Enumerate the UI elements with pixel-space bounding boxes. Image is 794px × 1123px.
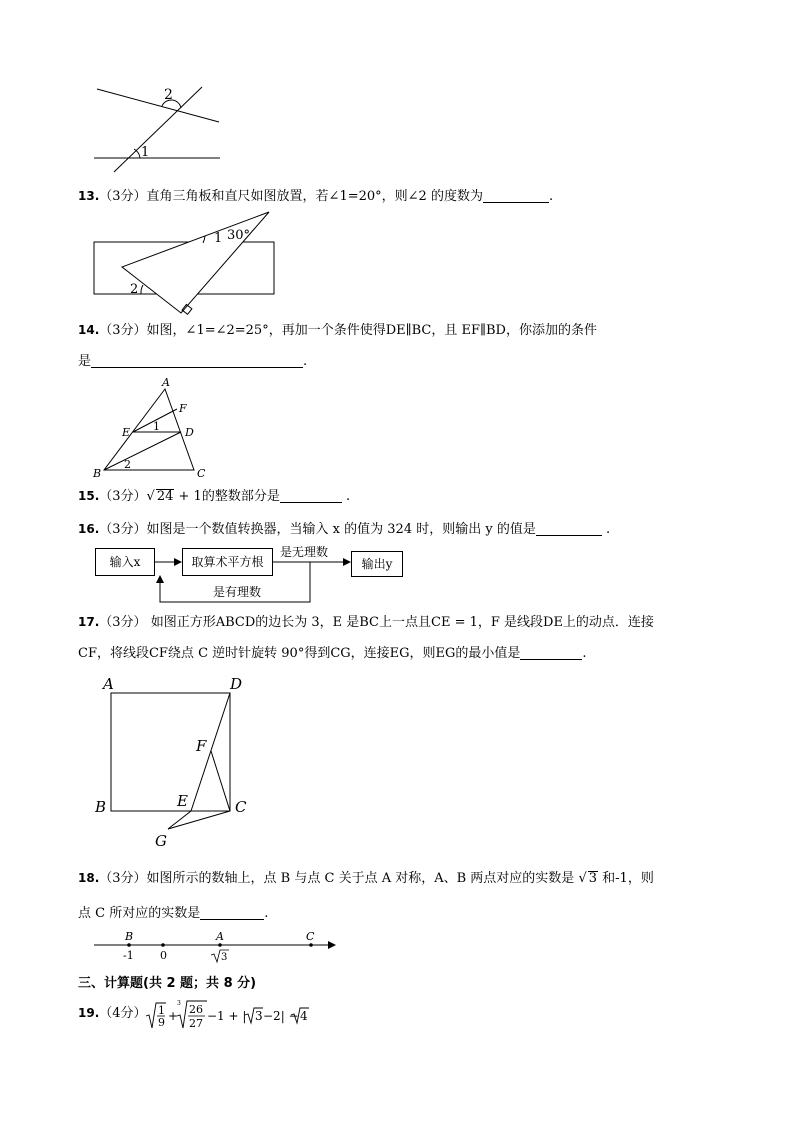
q17-label-E: E	[177, 792, 188, 810]
q14-label-B: B	[93, 467, 102, 480]
q13-number: 13.	[78, 189, 100, 203]
q19-rest2: −2| −	[263, 1009, 299, 1023]
q14-label-D: D	[185, 426, 194, 439]
q17-label-F: F	[196, 737, 207, 755]
q18-line1a: 如图所示的数轴上，点 B 与点 C 关于点 A 对称，A、B 两点对应的实数是	[146, 871, 575, 886]
q14-label-2: 2	[124, 458, 131, 471]
q16-text: 如图是一个数值转换器，当输入 x 的值为 324 时，则输出 y 的值是	[146, 522, 536, 537]
q13-score: （3分）	[99, 189, 147, 204]
q17-line1: 如图正方形ABCD的边长为 3，E 是BC上一点且CE = 1，F 是线段DE上的动点．连接	[150, 615, 654, 630]
q14-end: .	[303, 354, 308, 369]
q19-f1-den: 9	[158, 1016, 165, 1029]
q14-label-1: 1	[153, 420, 160, 433]
question-15: 15.（3分）√ 24 + 1的整数部分是 .	[78, 489, 351, 504]
q19-f1-num: 1	[158, 1004, 165, 1017]
q19-r4: 4	[300, 1009, 308, 1023]
q17-label-D: D	[230, 675, 243, 693]
q17-score: （3分）	[99, 615, 147, 630]
q19-cube-index: 3	[177, 1000, 181, 1007]
q18-line2: 点 C 所对应的实数是	[78, 906, 201, 921]
q13-label-2: 2	[130, 282, 139, 297]
q16-end: .	[605, 522, 611, 537]
q17-label-A: A	[103, 675, 114, 693]
q18-radicand: 3	[588, 871, 598, 886]
q12-label-2: 2	[164, 87, 173, 103]
q19-f2-num: 26	[189, 1003, 203, 1016]
q18-label-C: C	[306, 930, 315, 943]
q18-score: （3分）	[99, 871, 147, 886]
q18-tick-zero: 0	[160, 949, 167, 962]
q14-number: 14.	[78, 323, 100, 337]
q17-line2: CF，将线段CF绕点 C 逆时针旋转 90°得到CG，连接EG，则EG的最小值是	[78, 646, 521, 661]
q17-label-G: G	[155, 832, 167, 850]
q15-number: 15.	[78, 489, 100, 503]
q17-number: 17.	[78, 615, 100, 629]
q14-text: 如图，∠1=∠2=25°，再加一个条件使得DE∥BC，且 EF∥BD，你添加的条件	[146, 323, 597, 338]
q14-label-A: A	[162, 376, 170, 389]
q14-label-F: F	[179, 402, 187, 415]
q17-label-B: B	[95, 798, 107, 816]
q14-label-C: C	[197, 467, 206, 480]
q17-end: .	[582, 646, 587, 661]
q18-tick-sqrt3: 3	[221, 952, 228, 963]
q16-score: （3分）	[99, 522, 147, 537]
q18-number: 18.	[78, 871, 100, 885]
q13-end: .	[548, 189, 554, 204]
flow-input-box: 输入x	[95, 548, 155, 576]
q19-number: 19.	[78, 1006, 100, 1020]
q19-r3: 3	[255, 1009, 263, 1023]
q19-score: （4分）	[99, 1006, 147, 1021]
q13-label-30: 30°	[227, 228, 251, 243]
q15-after: + 1的整数部分是	[174, 489, 280, 504]
q13-text: 直角三角板和直尺如图放置，若∠1=20°，则∠2 的度数为	[146, 189, 483, 204]
q18-label-A: A	[216, 930, 224, 943]
q15-radicand: 24	[156, 489, 174, 504]
q19-f2-den: 27	[189, 1017, 203, 1030]
question-18: 18.（3分）如图所示的数轴上，点 B 与点 C 关于点 A 对称，A、B 两点对应的实数是 √ 3 和-1，则	[78, 871, 654, 886]
flow-process-box: 取算术平方根	[182, 548, 273, 576]
q18-label-B: B	[125, 930, 134, 943]
q14-score: （3分）	[99, 323, 147, 338]
q19-plus: +	[168, 1009, 179, 1023]
q15-end: .	[345, 489, 351, 504]
flow-label-irrational: 是无理数	[280, 545, 329, 559]
flow-output-box: 输出y	[351, 551, 403, 577]
q19-rest1: −1 + |	[207, 1009, 247, 1023]
q18-line1b: 和-1，则	[602, 871, 654, 886]
q14-label-E: E	[122, 426, 131, 439]
q18-tick-minus-one: -1	[123, 949, 134, 962]
q13-label-1: 1	[214, 231, 223, 246]
q14-line2-prefix: 是	[78, 354, 92, 369]
q15-score: （3分）	[99, 489, 147, 504]
flow-label-rational: 是有理数	[213, 585, 262, 599]
section-3-title: 三、计算题(共 2 题；共 8 分)	[78, 976, 257, 991]
q16-number: 16.	[78, 522, 100, 536]
q18-end: .	[264, 906, 269, 921]
q17-label-C: C	[235, 798, 247, 816]
q12-label-1: 1	[141, 145, 150, 160]
